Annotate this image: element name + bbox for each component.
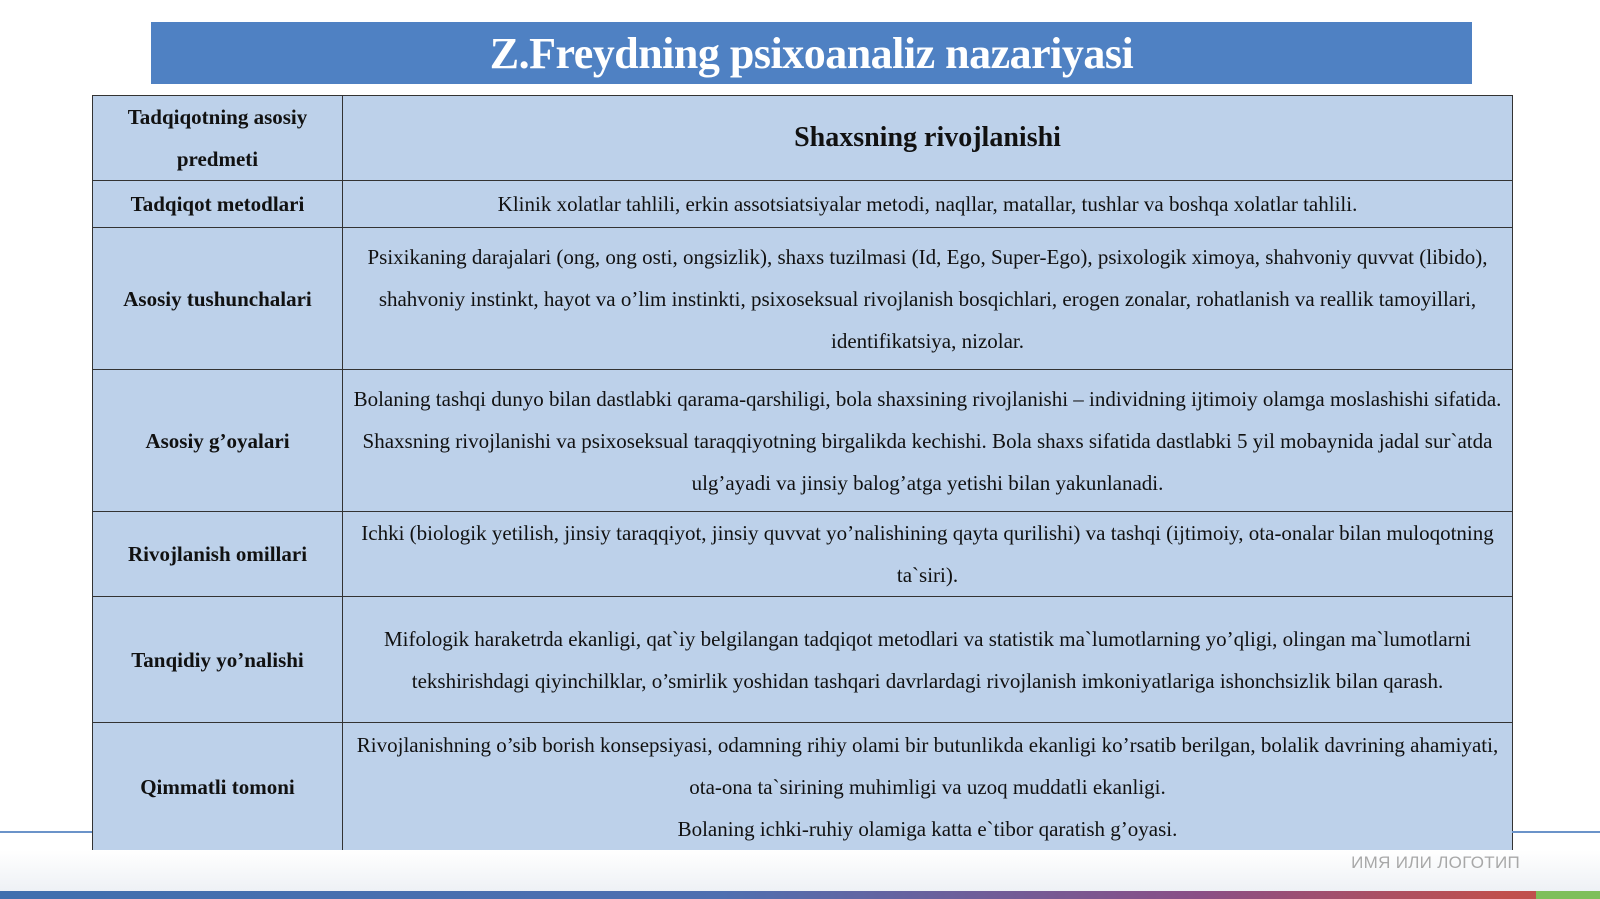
row-value-value-extra: Bolaning ichki-ruhiy olamiga katta e`tibor qaratish g’oyasi. bbox=[677, 817, 1178, 841]
row-value-critique: Mifologik haraketrda ekanligi, qat`iy belgilangan tadqiqot metodlari va statistik ma`lumotlarning yo’qligi, olingan ma`lumotlarni tekshirishdagi qiyinchilklar, o’smirlik yoshidan tashqari davrlardagi rivojlanish imkoniyatlariga ishonchsizlik bilan qarash. bbox=[343, 597, 1513, 723]
table-row bbox=[93, 228, 1513, 370]
slide-title: Z.Freydning psixoanaliz nazariyasi bbox=[151, 22, 1472, 84]
row-label-value: Qimmatli tomoni bbox=[93, 723, 343, 852]
row-value-ideas: Bolaning tashqi dunyo bilan dastlabki qarama-qarshiligi, bola shaxsining rivojlanishi – individning ijtimoiy olamga moslashishi sifatida. Shaxsning rivojlanishi va psixoseksual taraqqiyotning birgalikda kechishi. Bola shaxs sifatida dastlabki 5 yil mobaynida jadal sur`atda ulg’ayadi va jinsiy balog’atga yetishi bilan yakunlanadi. bbox=[343, 370, 1513, 512]
row-label-concepts: Asosiy tushunchalari bbox=[93, 228, 343, 370]
row-label-subject: Tadqiqotning asosiy predmeti bbox=[93, 96, 343, 181]
row-label-methods: Tadqiqot metodlari bbox=[93, 181, 343, 228]
row-label-factors: Rivojlanish omillari bbox=[93, 512, 343, 597]
row-value-value-main: Rivojlanishning o’sib borish konsepsiyasi, odamning rihiy olami bir butunlikda ekanligi ko’rsatib berilgan, bolalik davrining ahamiyati, ota-ona ta`sirining muhimligi va uzoq muddatli ekanligi. bbox=[356, 733, 1499, 799]
content-table bbox=[92, 95, 1513, 852]
table-row bbox=[93, 181, 1513, 228]
row-label-ideas: Asosiy g’oyalari bbox=[93, 370, 343, 512]
row-value-factors: Ichki (biologik yetilish, jinsiy taraqqiyot, jinsiy quvvat yo’nalishining qayta qurilishi) va tashqi (ijtimoiy, ota-onalar bilan muloqotning ta`siri). bbox=[343, 512, 1513, 597]
decorative-line-left bbox=[0, 831, 92, 833]
table-row bbox=[93, 96, 1513, 181]
row-value-subject: Shaxsning rivojlanishi bbox=[343, 96, 1513, 181]
logo-placeholder: ИМЯ ИЛИ ЛОГОТИП bbox=[1351, 853, 1520, 872]
row-value-methods: Klinik xolatlar tahlili, erkin assotsiatsiyalar metodi, naqllar, matallar, tushlar va boshqa xolatlar tahlili. bbox=[343, 181, 1513, 228]
table-row bbox=[93, 512, 1513, 597]
row-value-value bbox=[343, 723, 1513, 852]
decorative-line-right bbox=[1512, 831, 1600, 833]
table-row bbox=[93, 723, 1513, 852]
table-row bbox=[93, 370, 1513, 512]
row-label-critique: Tanqidiy yo’nalishi bbox=[93, 597, 343, 723]
row-value-concepts: Psixikaning darajalari (ong, ong osti, ongsizlik), shaxs tuzilmasi (Id, Ego, Super-Ego), psixologik ximoya, shahvoniy quvvat (libido), shahvoniy instinkt, hayot va o’lim instinkti, psixoseksual rivojlanish bosqichlari, erogen zonalar, rohatlanish va reallik tamoyillari, identifikatsiya, nizolar. bbox=[343, 228, 1513, 370]
color-strip bbox=[0, 891, 1600, 899]
table-row bbox=[93, 597, 1513, 723]
